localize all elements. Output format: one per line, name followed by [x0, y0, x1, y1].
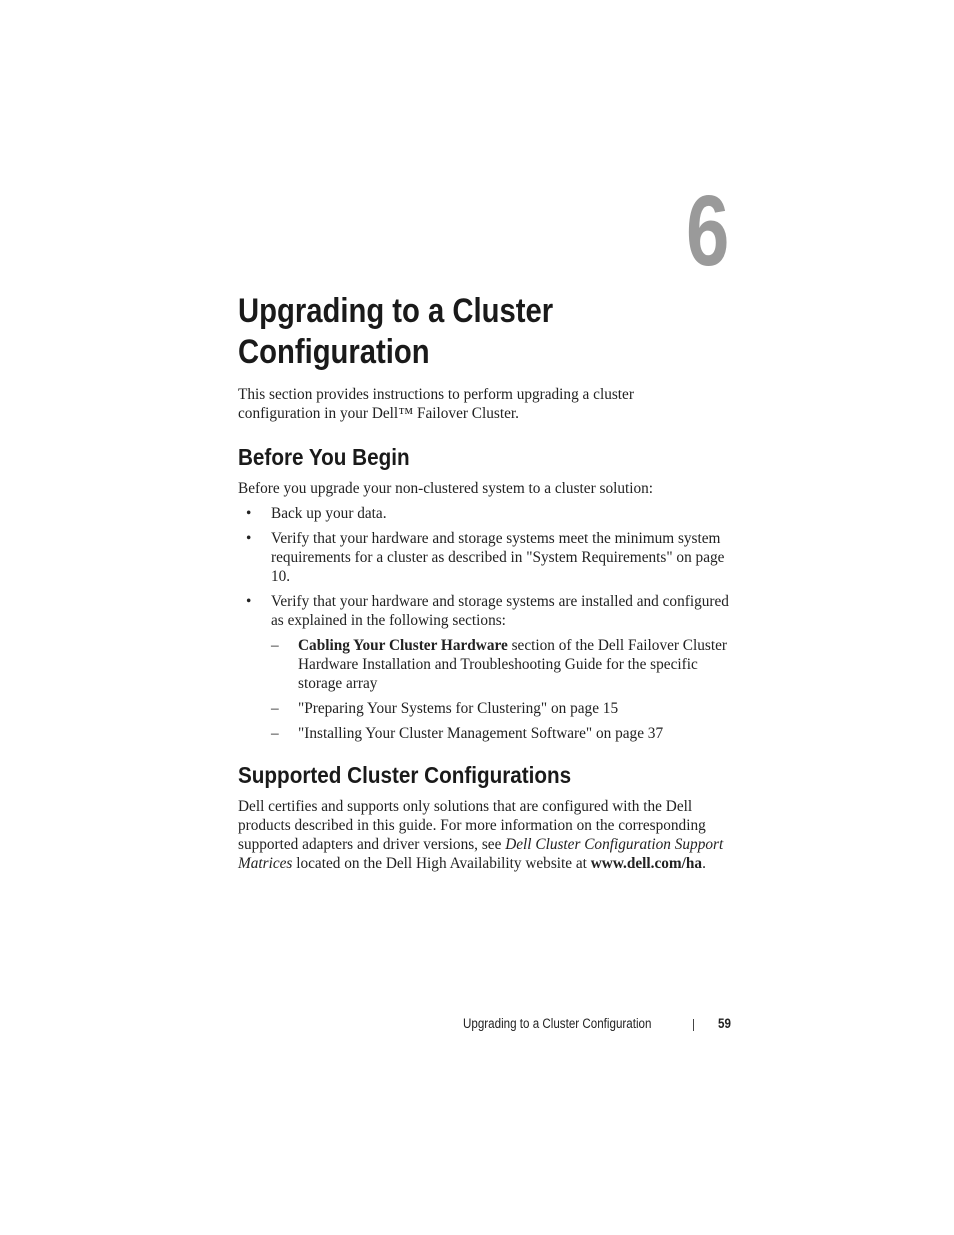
- dell-ha-link[interactable]: www.dell.com/ha: [590, 855, 703, 872]
- list-item-text: Verify that your hardware and storage systems are installed and configured as explained in the following sections:: [271, 593, 729, 629]
- supported-text-end: .: [702, 855, 706, 872]
- list-item-text: Verify that your hardware and storage systems meet the minimum system requirements for a cluster as described in "System Requirements" on page 10.: [271, 530, 725, 585]
- bullet-marker: •: [246, 505, 252, 522]
- installing-text: "Installing Your Cluster Management Software" on page 37: [298, 725, 664, 742]
- section-heading-before-you-begin: Before You Begin: [238, 444, 410, 470]
- section-heading-supported-configs: Supported Cluster Configurations: [238, 762, 572, 788]
- footer-chapter-title: Upgrading to a Cluster Configuration: [463, 1016, 652, 1031]
- dash-marker: –: [271, 637, 279, 654]
- supported-text-part2: located on the Dell High Availability website at: [292, 855, 591, 872]
- before-you-begin-list: [238, 504, 738, 749]
- chapter-title-line1: Upgrading to a Cluster: [238, 292, 554, 330]
- supported-configs-paragraph: [238, 797, 738, 873]
- sub-list-item-preparing: [271, 699, 738, 718]
- chapter-number: 6: [686, 175, 730, 287]
- before-you-begin-lead: Before you upgrade your non-clustered system to a cluster solution:: [238, 480, 654, 497]
- support-matrices-title: Dell Cluster Configuration Support Matrices: [238, 836, 724, 872]
- chapter-title: [238, 291, 668, 373]
- dash-marker: –: [271, 725, 279, 742]
- list-item: [238, 592, 738, 743]
- bullet-marker: •: [246, 530, 252, 547]
- footer-separator: [693, 1019, 694, 1031]
- bullet-marker: •: [246, 593, 252, 610]
- cabling-bold-text: Cabling Your Cluster Hardware: [298, 637, 508, 654]
- preparing-text: "Preparing Your Systems for Clustering" on page 15: [298, 700, 619, 717]
- dash-marker: –: [271, 700, 279, 717]
- page-number: 59: [718, 1016, 731, 1031]
- list-item-text: Back up your data.: [271, 505, 387, 522]
- sub-list-item-cabling: [271, 636, 738, 693]
- sub-list-item-installing: [271, 724, 738, 743]
- sub-list: [271, 636, 738, 743]
- list-item: [238, 504, 738, 523]
- chapter-title-line2: Configuration: [238, 333, 430, 371]
- list-item: [238, 529, 738, 586]
- supported-text-part1: Dell certifies and supports only solutions that are configured with the Dell products described in this guide. For more information on the corresponding supported adapters and driver versions, see: [238, 798, 706, 853]
- cabling-rest-text: section of the Dell Failover Cluster Hardware Installation and Troubleshooting Guide for the specific storage array: [298, 637, 727, 692]
- chapter-intro: This section provides instructions to perform upgrading a cluster configuration in your Dell™ Failover Cluster.: [238, 386, 634, 422]
